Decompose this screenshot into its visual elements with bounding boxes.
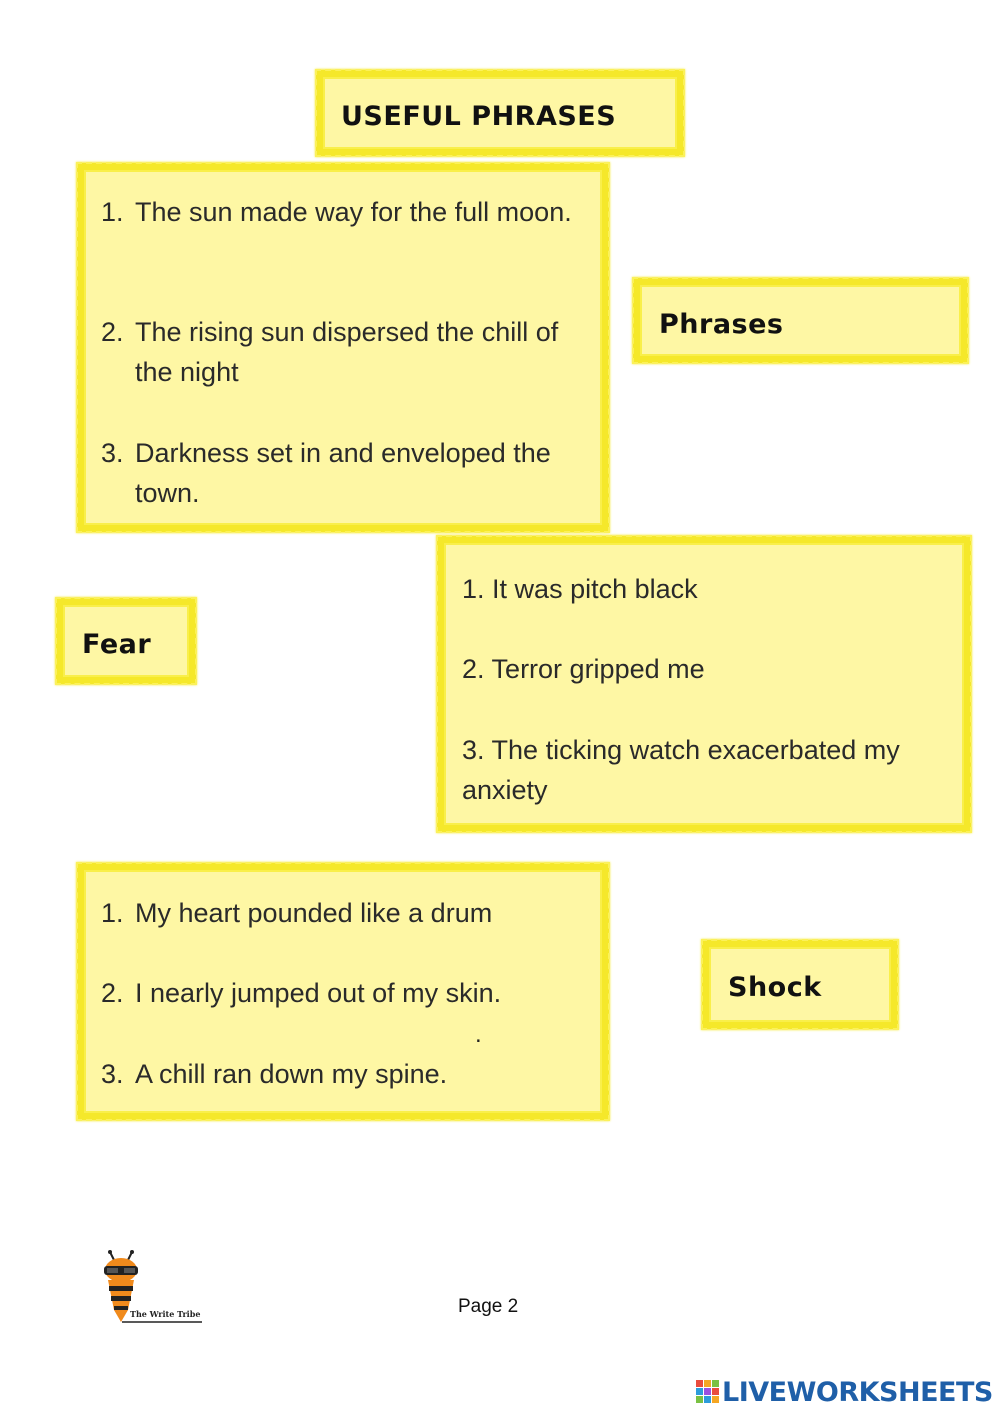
phrase-text: It was pitch black (492, 574, 698, 604)
shock-label-box (702, 940, 898, 1029)
liveworksheets-logo-icon (696, 1380, 720, 1404)
list-item: 1. It was pitch black (462, 574, 698, 604)
phrases-label-box (633, 278, 968, 363)
list-item: 1. My heart pounded like a drum (101, 893, 581, 933)
list-item: 3. A chill ran down my spine. (101, 1054, 581, 1094)
list-item: 2. I nearly jumped out of my skin. (101, 973, 581, 1013)
phrase-text: The ticking watch exacerbated my anxiety (462, 735, 900, 805)
section-label-fear: Fear (82, 629, 152, 660)
liveworksheets-watermark[interactable] (696, 1376, 993, 1408)
fear-list-box (437, 536, 971, 832)
phrase-text: My heart pounded like a drum (135, 898, 493, 928)
phrase-text: Darkness set in and enveloped the town. (135, 438, 551, 508)
list-item: 3. Darkness set in and enveloped the town. (101, 433, 581, 513)
list-item: 1. The sun made way for the full moon. (101, 192, 581, 232)
phrase-text: The sun made way for the full moon. (135, 197, 572, 227)
list-item: 2. The rising sun dispersed the chill of the night (101, 312, 581, 392)
phrases-list-box (77, 163, 609, 532)
watermark-text: LIVEWORKSHEETS (722, 1376, 993, 1408)
page-number: Page 2 (458, 1296, 519, 1317)
list-item: 3. The ticking watch exacerbated my anxiety (462, 735, 900, 805)
phrase-text: I nearly jumped out of my skin. (135, 978, 502, 1008)
shock-list-box (77, 863, 609, 1120)
phrase-text: Terror gripped me (491, 654, 705, 684)
write-tribe-logo (98, 1250, 208, 1330)
section-label-shock: Shock (728, 972, 822, 1003)
title-box (316, 70, 684, 156)
page-title: USEFUL PHRASES (341, 101, 617, 132)
list-item: 2. Terror gripped me (462, 654, 705, 684)
fear-label-box (56, 598, 196, 684)
section-label-phrases: Phrases (659, 309, 784, 340)
brand-name: The Write Tribe (130, 1309, 201, 1319)
phrase-text: The rising sun dispersed the chill of the night (135, 317, 559, 387)
stray-dot: . (475, 1021, 482, 1048)
phrase-text: A chill ran down my spine. (135, 1059, 448, 1089)
